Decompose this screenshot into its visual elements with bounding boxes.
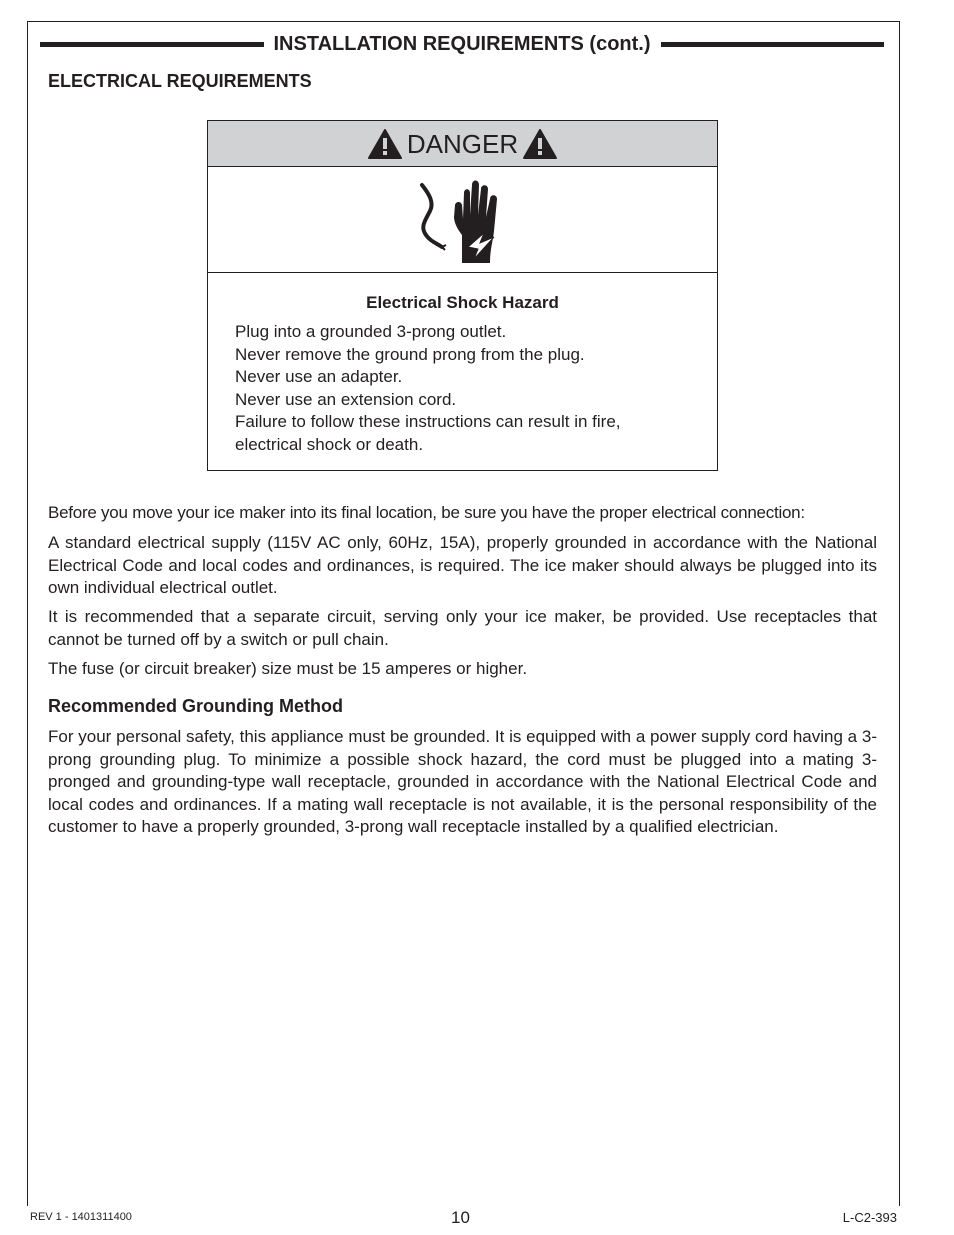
danger-box bbox=[207, 120, 718, 471]
revision-label: REV 1 - 1401311400 bbox=[30, 1211, 132, 1223]
warning-triangle-icon bbox=[367, 128, 403, 160]
page-title: INSTALLATION REQUIREMENTS (cont.) bbox=[273, 32, 651, 55]
hazard-title: Electrical Shock Hazard bbox=[366, 293, 559, 312]
hazard-instruction-item: electrical shock or death. bbox=[235, 434, 424, 454]
fuse-paragraph: The fuse (or circuit breaker) size must be 15 amperes or higher. bbox=[48, 659, 528, 678]
hazard-instruction-item: Plug into a grounded 3-prong outlet. bbox=[235, 322, 507, 341]
hazard-instruction-item: Never use an extension cord. bbox=[235, 389, 457, 409]
danger-header bbox=[208, 121, 717, 167]
page-number: 10 bbox=[451, 1208, 470, 1227]
page-header bbox=[40, 30, 884, 58]
hazard-instruction-item: Failure to follow these instructions can result in fire, bbox=[235, 412, 621, 431]
section-heading: ELECTRICAL REQUIREMENTS bbox=[48, 71, 312, 91]
supply-paragraph: A standard electrical supply (115V AC only, 60Hz, 15A), properly grounded in accordance with the National Electrical Code and local codes and ordinances, is required. The ice maker should always be plugged into its own individual electrical outlet. bbox=[48, 533, 877, 597]
hazard-graphic bbox=[208, 167, 717, 273]
warning-triangle-icon bbox=[522, 128, 558, 160]
hazard-instructions bbox=[208, 321, 717, 456]
grounding-paragraph: For your personal safety, this appliance must be grounded. It is equipped with a power supply cord having a 3-prong grounding plug. To minimize a possible shock hazard, the cord must be plugged into a mating 3-pronged and grounding-type wall receptacle, grounded in accordance with the National Electrical Code and local codes and ordinances. If a mating wall receptacle is not available, it is the personal responsibility of the customer to have a properly grounded, 3-prong wall receptacle installed by a qualified electrician. bbox=[48, 727, 877, 836]
intro-paragraph: Before you move your ice maker into its final location, be sure you have the proper electrical connection: bbox=[48, 503, 805, 522]
header-rule-right bbox=[661, 42, 885, 47]
electrical-shock-hand-icon bbox=[408, 175, 518, 265]
hazard-instruction-item: Never use an adapter. bbox=[235, 367, 403, 386]
header-rule-left bbox=[40, 42, 264, 47]
circuit-paragraph: It is recommended that a separate circuit, serving only your ice maker, be provided. Use receptacles that cannot be turned off by a switch or pull chain. bbox=[48, 607, 877, 649]
danger-signal-word: DANGER bbox=[406, 128, 519, 159]
document-code: L-C2-393 bbox=[842, 1210, 897, 1225]
grounding-heading: Recommended Grounding Method bbox=[48, 696, 343, 716]
hazard-instruction-item: Never remove the ground prong from the plug. bbox=[235, 344, 585, 364]
